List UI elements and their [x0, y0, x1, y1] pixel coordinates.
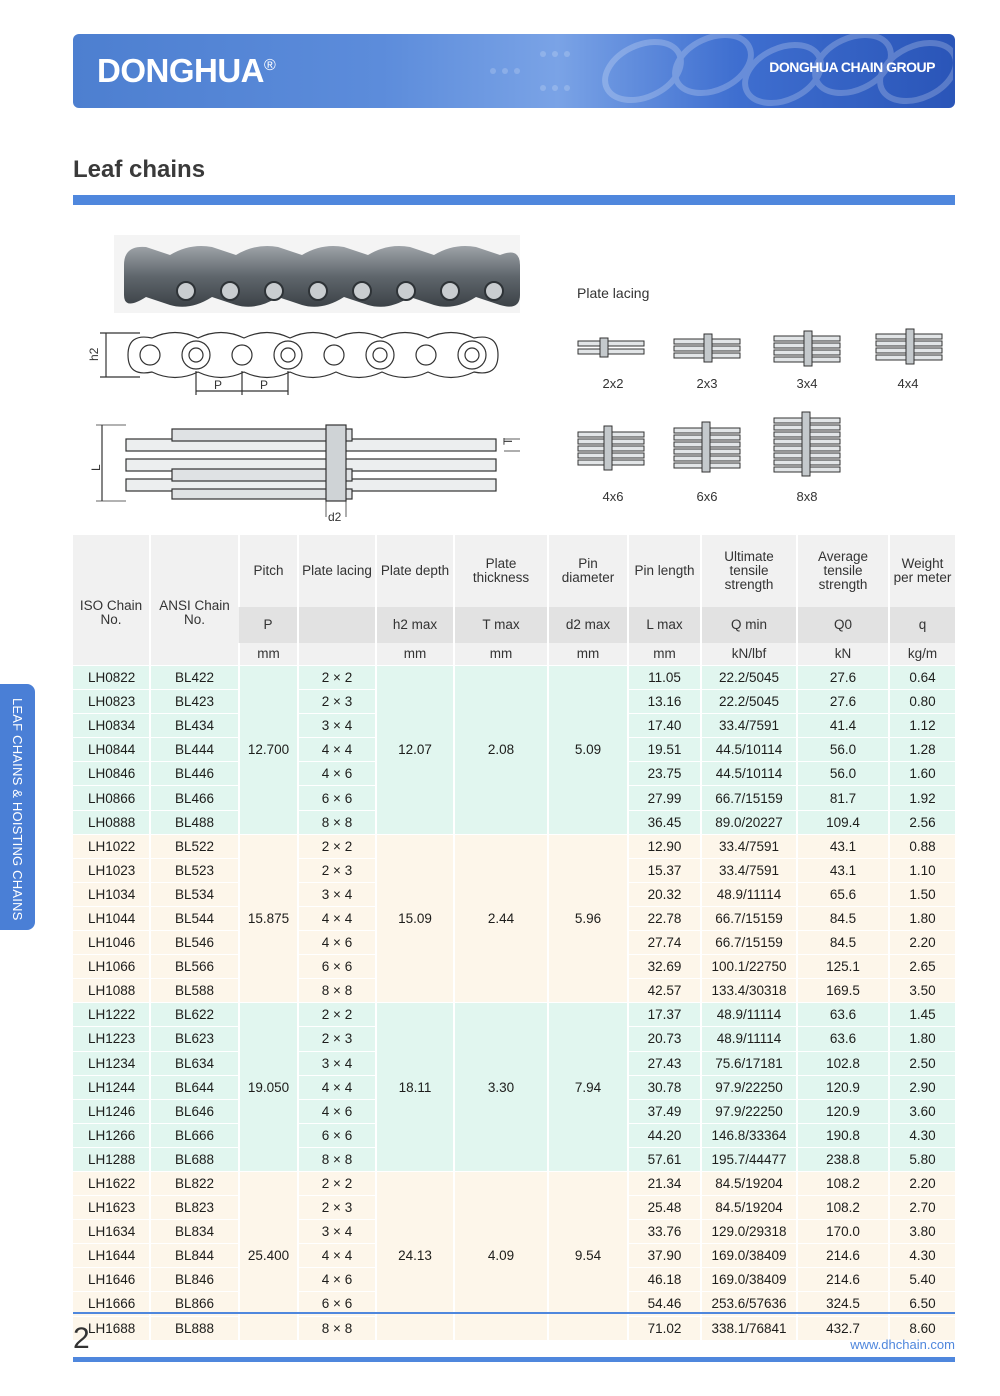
ultimate-strength-value: 33.4/7591	[701, 834, 797, 858]
lacing-label-2x2: 2x2	[602, 376, 624, 391]
weight-value: 1.80	[889, 906, 955, 930]
pin-diameter-value: 5.96	[548, 834, 628, 1003]
iso-chain-no: LH1246	[73, 1099, 150, 1123]
pin-length-value: 71.02	[628, 1316, 701, 1340]
average-strength-value: 125.1	[797, 955, 889, 979]
symbol-pin-length: L max	[628, 607, 701, 643]
iso-chain-no: LH1622	[73, 1171, 150, 1195]
average-strength-value: 84.5	[797, 906, 889, 930]
ansi-chain-no: BL522	[150, 834, 239, 858]
ultimate-strength-value: 169.0/38409	[701, 1268, 797, 1292]
footer-top-line	[73, 1312, 955, 1314]
plate-lacing-value: 2 × 3	[298, 1196, 376, 1220]
ultimate-strength-value: 253.6/57636	[701, 1292, 797, 1316]
weight-value: 1.28	[889, 738, 955, 762]
iso-chain-no: LH0822	[73, 666, 150, 690]
pin-length-value: 30.78	[628, 1075, 701, 1099]
ansi-chain-no: BL634	[150, 1051, 239, 1075]
unit-thickness: mm	[454, 643, 548, 666]
average-strength-value: 43.1	[797, 834, 889, 858]
label-pin-diameter: d2	[328, 510, 342, 524]
ultimate-strength-value: 66.7/15159	[701, 786, 797, 810]
group-name: DONGHUA CHAIN GROUP	[769, 59, 935, 75]
average-strength-value: 238.8	[797, 1147, 889, 1171]
plate-lacing-title: Plate lacing	[577, 285, 650, 301]
plate-depth-value: 15.09	[376, 834, 454, 1003]
lacing-8x8-diagram	[774, 412, 840, 476]
ultimate-strength-value: 89.0/20227	[701, 810, 797, 834]
ansi-chain-no: BL423	[150, 690, 239, 714]
plate-depth-value: 24.13	[376, 1171, 454, 1339]
plate-lacing-value: 2 × 3	[298, 858, 376, 882]
iso-chain-no: LH1666	[73, 1292, 150, 1316]
pin-length-value: 33.76	[628, 1220, 701, 1244]
unit-pin-length: mm	[628, 643, 701, 666]
chain-photo	[114, 235, 520, 313]
ansi-chain-no: BL822	[150, 1171, 239, 1195]
pin-length-value: 20.73	[628, 1027, 701, 1051]
weight-value: 2.90	[889, 1075, 955, 1099]
unit-average: kN	[797, 643, 889, 666]
average-strength-value: 214.6	[797, 1268, 889, 1292]
weight-value: 5.40	[889, 1268, 955, 1292]
pitch-value: 12.700	[239, 666, 298, 835]
ansi-chain-no: BL622	[150, 1003, 239, 1027]
page-title: Leaf chains	[73, 156, 206, 183]
ultimate-strength-value: 33.4/7591	[701, 714, 797, 738]
symbol-lacing	[298, 607, 376, 643]
pin-length-value: 36.45	[628, 810, 701, 834]
pin-length-value: 44.20	[628, 1123, 701, 1147]
col-header-ultimate: Ultimate tensile strength	[701, 535, 797, 607]
weight-value: 6.50	[889, 1292, 955, 1316]
ansi-chain-no: BL688	[150, 1147, 239, 1171]
pin-length-value: 23.75	[628, 762, 701, 786]
average-strength-value: 41.4	[797, 714, 889, 738]
label-pitch-2: P	[260, 378, 269, 392]
plate-thickness-value: 2.44	[454, 834, 548, 1003]
pin-length-value: 11.05	[628, 666, 701, 690]
weight-value: 2.20	[889, 931, 955, 955]
label-pitch-1: P	[214, 378, 223, 392]
ansi-chain-no: BL523	[150, 858, 239, 882]
iso-chain-no: LH1088	[73, 979, 150, 1003]
lacing-label-4x4: 4x4	[897, 376, 919, 391]
plate-lacing-value: 2 × 2	[298, 834, 376, 858]
pin-length-value: 27.74	[628, 931, 701, 955]
ansi-chain-no: BL422	[150, 666, 239, 690]
plate-lacing-value: 2 × 3	[298, 1027, 376, 1051]
pin-length-value: 27.99	[628, 786, 701, 810]
ansi-chain-no: BL566	[150, 955, 239, 979]
unit-depth: mm	[376, 643, 454, 666]
col-header-pin-diameter: Pin diameter	[548, 535, 628, 607]
label-length: L	[89, 464, 103, 471]
ultimate-strength-value: 133.4/30318	[701, 979, 797, 1003]
lacing-label-2x3: 2x3	[696, 376, 718, 391]
table-row	[73, 666, 955, 690]
average-strength-value: 63.6	[797, 1027, 889, 1051]
iso-chain-no: LH1646	[73, 1268, 150, 1292]
col-header-iso: ISO Chain No.	[73, 535, 150, 643]
weight-value: 0.64	[889, 666, 955, 690]
chain-top-view	[96, 425, 520, 517]
pin-length-value: 19.51	[628, 738, 701, 762]
average-strength-value: 27.6	[797, 690, 889, 714]
weight-value: 0.80	[889, 690, 955, 714]
plate-lacing-value: 4 × 6	[298, 762, 376, 786]
ultimate-strength-value: 169.0/38409	[701, 1244, 797, 1268]
ultimate-strength-value: 84.5/19204	[701, 1171, 797, 1195]
symbol-pitch: P	[239, 607, 298, 643]
pitch-value: 15.875	[239, 834, 298, 1003]
symbol-average: Q0	[797, 607, 889, 643]
weight-value: 4.30	[889, 1244, 955, 1268]
header-banner	[73, 34, 955, 108]
weight-value: 4.30	[889, 1123, 955, 1147]
ultimate-strength-value: 33.4/7591	[701, 858, 797, 882]
symbol-thickness: T max	[454, 607, 548, 643]
average-strength-value: 63.6	[797, 1003, 889, 1027]
unit-ultimate: kN/lbf	[701, 643, 797, 666]
ansi-chain-no: BL488	[150, 810, 239, 834]
iso-chain-no: LH1222	[73, 1003, 150, 1027]
weight-value: 0.88	[889, 834, 955, 858]
weight-value: 1.10	[889, 858, 955, 882]
unit-blank-ansi	[150, 643, 239, 666]
iso-chain-no: LH1623	[73, 1196, 150, 1220]
ultimate-strength-value: 22.2/5045	[701, 690, 797, 714]
plate-lacing-value: 6 × 6	[298, 955, 376, 979]
weight-value: 8.60	[889, 1316, 955, 1340]
weight-value: 2.50	[889, 1051, 955, 1075]
weight-value: 1.50	[889, 882, 955, 906]
col-header-pin-length: Pin length	[628, 535, 701, 607]
iso-chain-no: LH0834	[73, 714, 150, 738]
plate-depth-value: 18.11	[376, 1003, 454, 1172]
iso-chain-no: LH0844	[73, 738, 150, 762]
lacing-label-6x6: 6x6	[696, 489, 718, 504]
weight-value: 1.80	[889, 1027, 955, 1051]
iso-chain-no: LH1022	[73, 834, 150, 858]
pin-length-value: 12.90	[628, 834, 701, 858]
iso-chain-no: LH0888	[73, 810, 150, 834]
plate-lacing-value: 4 × 6	[298, 1099, 376, 1123]
plate-lacing-value: 3 × 4	[298, 1220, 376, 1244]
footer-bottom-line	[73, 1357, 955, 1362]
col-header-thickness: Plate thickness	[454, 535, 548, 607]
ultimate-strength-value: 129.0/29318	[701, 1220, 797, 1244]
plate-depth-value: 12.07	[376, 666, 454, 835]
col-header-lacing: Plate lacing	[298, 535, 376, 607]
chain-side-view	[100, 333, 498, 396]
ultimate-strength-value: 195.7/44477	[701, 1147, 797, 1171]
lacing-6x6-diagram	[674, 422, 740, 472]
iso-chain-no: LH1046	[73, 931, 150, 955]
ultimate-strength-value: 22.2/5045	[701, 666, 797, 690]
weight-value: 1.92	[889, 786, 955, 810]
plate-lacing-value: 8 × 8	[298, 1316, 376, 1340]
plate-lacing-value: 4 × 6	[298, 1268, 376, 1292]
plate-lacing-value: 4 × 4	[298, 738, 376, 762]
plate-lacing-value: 4 × 4	[298, 1244, 376, 1268]
weight-value: 1.45	[889, 1003, 955, 1027]
pin-length-value: 54.46	[628, 1292, 701, 1316]
ansi-chain-no: BL623	[150, 1027, 239, 1051]
ansi-chain-no: BL534	[150, 882, 239, 906]
spec-table-body	[73, 666, 955, 1340]
pin-diameter-value: 7.94	[548, 1003, 628, 1172]
iso-chain-no: LH1244	[73, 1075, 150, 1099]
ansi-chain-no: BL646	[150, 1099, 239, 1123]
iso-chain-no: LH1266	[73, 1123, 150, 1147]
unit-lacing	[298, 643, 376, 666]
average-strength-value: 190.8	[797, 1123, 889, 1147]
pin-length-value: 32.69	[628, 955, 701, 979]
ansi-chain-no: BL866	[150, 1292, 239, 1316]
plate-thickness-value: 2.08	[454, 666, 548, 835]
weight-value: 2.20	[889, 1171, 955, 1195]
iso-chain-no: LH1288	[73, 1147, 150, 1171]
col-header-pitch: Pitch	[239, 535, 298, 607]
lacing-3x4-diagram	[774, 331, 840, 366]
weight-value: 3.50	[889, 979, 955, 1003]
pin-length-value: 37.49	[628, 1099, 701, 1123]
ansi-chain-no: BL888	[150, 1316, 239, 1340]
weight-value: 2.70	[889, 1196, 955, 1220]
iso-chain-no: LH1688	[73, 1316, 150, 1340]
average-strength-value: 81.7	[797, 786, 889, 810]
plate-lacing-value: 3 × 4	[298, 1051, 376, 1075]
weight-value: 2.65	[889, 955, 955, 979]
ansi-chain-no: BL823	[150, 1196, 239, 1220]
average-strength-value: 84.5	[797, 931, 889, 955]
col-header-ansi: ANSI Chain No.	[150, 535, 239, 643]
lacing-4x4-diagram	[876, 329, 942, 364]
average-strength-value: 109.4	[797, 810, 889, 834]
pin-length-value: 17.37	[628, 1003, 701, 1027]
lacing-label-3x4: 3x4	[796, 376, 818, 391]
ansi-chain-no: BL588	[150, 979, 239, 1003]
brand-logo: DONGHUA®	[97, 52, 276, 89]
pin-length-value: 42.57	[628, 979, 701, 1003]
ansi-chain-no: BL446	[150, 762, 239, 786]
col-header-average: Average tensile strength	[797, 535, 889, 607]
iso-chain-no: LH1634	[73, 1220, 150, 1244]
title-divider	[73, 195, 955, 205]
table-row	[73, 1003, 955, 1027]
ansi-chain-no: BL834	[150, 1220, 239, 1244]
average-strength-value: 170.0	[797, 1220, 889, 1244]
ultimate-strength-value: 146.8/33364	[701, 1123, 797, 1147]
average-strength-value: 56.0	[797, 762, 889, 786]
pin-length-value: 57.61	[628, 1147, 701, 1171]
iso-chain-no: LH0846	[73, 762, 150, 786]
ansi-chain-no: BL544	[150, 906, 239, 930]
header-row-units	[73, 643, 955, 666]
pin-length-value: 46.18	[628, 1268, 701, 1292]
weight-value: 3.80	[889, 1220, 955, 1244]
ansi-chain-no: BL644	[150, 1075, 239, 1099]
col-header-weight: Weight per meter	[889, 535, 955, 607]
ansi-chain-no: BL844	[150, 1244, 239, 1268]
average-strength-value: 324.5	[797, 1292, 889, 1316]
pin-length-value: 37.90	[628, 1244, 701, 1268]
ansi-chain-no: BL846	[150, 1268, 239, 1292]
plate-lacing-value: 4 × 4	[298, 1075, 376, 1099]
ultimate-strength-value: 48.9/11114	[701, 1003, 797, 1027]
ansi-chain-no: BL546	[150, 931, 239, 955]
label-h2: h2	[87, 347, 101, 361]
average-strength-value: 120.9	[797, 1099, 889, 1123]
pin-diameter-value: 5.09	[548, 666, 628, 835]
ultimate-strength-value: 97.9/22250	[701, 1075, 797, 1099]
lacing-label-8x8: 8x8	[796, 489, 818, 504]
pin-length-value: 25.48	[628, 1196, 701, 1220]
pitch-value: 25.400	[239, 1171, 298, 1339]
table-row	[73, 834, 955, 858]
symbol-ultimate: Q min	[701, 607, 797, 643]
plate-lacing-diagrams	[570, 322, 960, 482]
plate-thickness-value: 3.30	[454, 1003, 548, 1172]
ansi-chain-no: BL444	[150, 738, 239, 762]
ultimate-strength-value: 338.1/76841	[701, 1316, 797, 1340]
ultimate-strength-value: 100.1/22750	[701, 955, 797, 979]
pin-length-value: 27.43	[628, 1051, 701, 1075]
average-strength-value: 108.2	[797, 1171, 889, 1195]
iso-chain-no: LH0823	[73, 690, 150, 714]
ultimate-strength-value: 66.7/15159	[701, 906, 797, 930]
symbol-depth: h2 max	[376, 607, 454, 643]
plate-lacing-value: 8 × 8	[298, 1147, 376, 1171]
plate-lacing-value: 6 × 6	[298, 1292, 376, 1316]
leaf-chain-spec-table	[73, 535, 955, 1340]
col-header-depth: Plate depth	[376, 535, 454, 607]
average-strength-value: 27.6	[797, 666, 889, 690]
average-strength-value: 120.9	[797, 1075, 889, 1099]
pin-length-value: 15.37	[628, 858, 701, 882]
ansi-chain-no: BL666	[150, 1123, 239, 1147]
weight-value: 1.12	[889, 714, 955, 738]
unit-blank-iso	[73, 643, 150, 666]
pin-length-value: 20.32	[628, 882, 701, 906]
iso-chain-no: LH1066	[73, 955, 150, 979]
pin-diameter-value: 9.54	[548, 1171, 628, 1339]
iso-chain-no: LH1644	[73, 1244, 150, 1268]
side-section-tab[interactable]: LEAF CHAINS & HOISTING CHAINS	[0, 684, 35, 930]
table-row	[73, 1171, 955, 1195]
lacing-2x2-diagram	[578, 338, 644, 357]
label-thickness: T	[501, 437, 515, 445]
plate-thickness-value: 4.09	[454, 1171, 548, 1339]
pin-length-value: 17.40	[628, 714, 701, 738]
plate-lacing-value: 2 × 2	[298, 1003, 376, 1027]
lacing-4x6-diagram	[578, 426, 644, 470]
pin-length-value: 13.16	[628, 690, 701, 714]
plate-lacing-value: 8 × 8	[298, 979, 376, 1003]
chain-drawings	[80, 225, 520, 525]
iso-chain-no: LH1034	[73, 882, 150, 906]
weight-value: 3.60	[889, 1099, 955, 1123]
plate-lacing-value: 3 × 4	[298, 714, 376, 738]
plate-lacing-value: 3 × 4	[298, 882, 376, 906]
average-strength-value: 102.8	[797, 1051, 889, 1075]
weight-value: 1.60	[889, 762, 955, 786]
unit-weight: kg/m	[889, 643, 955, 666]
pin-length-value: 22.78	[628, 906, 701, 930]
ultimate-strength-value: 44.5/10114	[701, 738, 797, 762]
plate-lacing-value: 2 × 3	[298, 690, 376, 714]
ansi-chain-no: BL434	[150, 714, 239, 738]
weight-value: 5.80	[889, 1147, 955, 1171]
ultimate-strength-value: 48.9/11114	[701, 882, 797, 906]
ultimate-strength-value: 97.9/22250	[701, 1099, 797, 1123]
average-strength-value: 214.6	[797, 1244, 889, 1268]
page-number: 2	[73, 1322, 90, 1355]
plate-lacing-value: 4 × 4	[298, 906, 376, 930]
symbol-weight: q	[889, 607, 955, 643]
ultimate-strength-value: 44.5/10114	[701, 762, 797, 786]
lacing-2x3-diagram	[674, 334, 740, 362]
unit-pin-diameter: mm	[548, 643, 628, 666]
pitch-value: 19.050	[239, 1003, 298, 1172]
weight-value: 2.56	[889, 810, 955, 834]
website-link[interactable]: www.dhchain.com	[850, 1337, 955, 1352]
symbol-pin-diameter: d2 max	[548, 607, 628, 643]
header-row-names	[73, 535, 955, 607]
ultimate-strength-value: 66.7/15159	[701, 931, 797, 955]
plate-lacing-value: 4 × 6	[298, 931, 376, 955]
plate-lacing-value: 2 × 2	[298, 1171, 376, 1195]
plate-lacing-value: 8 × 8	[298, 810, 376, 834]
plate-lacing-value: 2 × 2	[298, 666, 376, 690]
iso-chain-no: LH1044	[73, 906, 150, 930]
average-strength-value: 432.7	[797, 1316, 889, 1340]
ultimate-strength-value: 84.5/19204	[701, 1196, 797, 1220]
average-strength-value: 56.0	[797, 738, 889, 762]
ultimate-strength-value: 48.9/11114	[701, 1027, 797, 1051]
average-strength-value: 108.2	[797, 1196, 889, 1220]
iso-chain-no: LH1023	[73, 858, 150, 882]
iso-chain-no: LH0866	[73, 786, 150, 810]
unit-pitch: mm	[239, 643, 298, 666]
plate-lacing-value: 6 × 6	[298, 1123, 376, 1147]
ansi-chain-no: BL466	[150, 786, 239, 810]
average-strength-value: 169.5	[797, 979, 889, 1003]
average-strength-value: 43.1	[797, 858, 889, 882]
iso-chain-no: LH1223	[73, 1027, 150, 1051]
pin-length-value: 21.34	[628, 1171, 701, 1195]
iso-chain-no: LH1234	[73, 1051, 150, 1075]
lacing-label-4x6: 4x6	[602, 489, 624, 504]
ultimate-strength-value: 75.6/17181	[701, 1051, 797, 1075]
average-strength-value: 65.6	[797, 882, 889, 906]
plate-lacing-value: 6 × 6	[298, 786, 376, 810]
